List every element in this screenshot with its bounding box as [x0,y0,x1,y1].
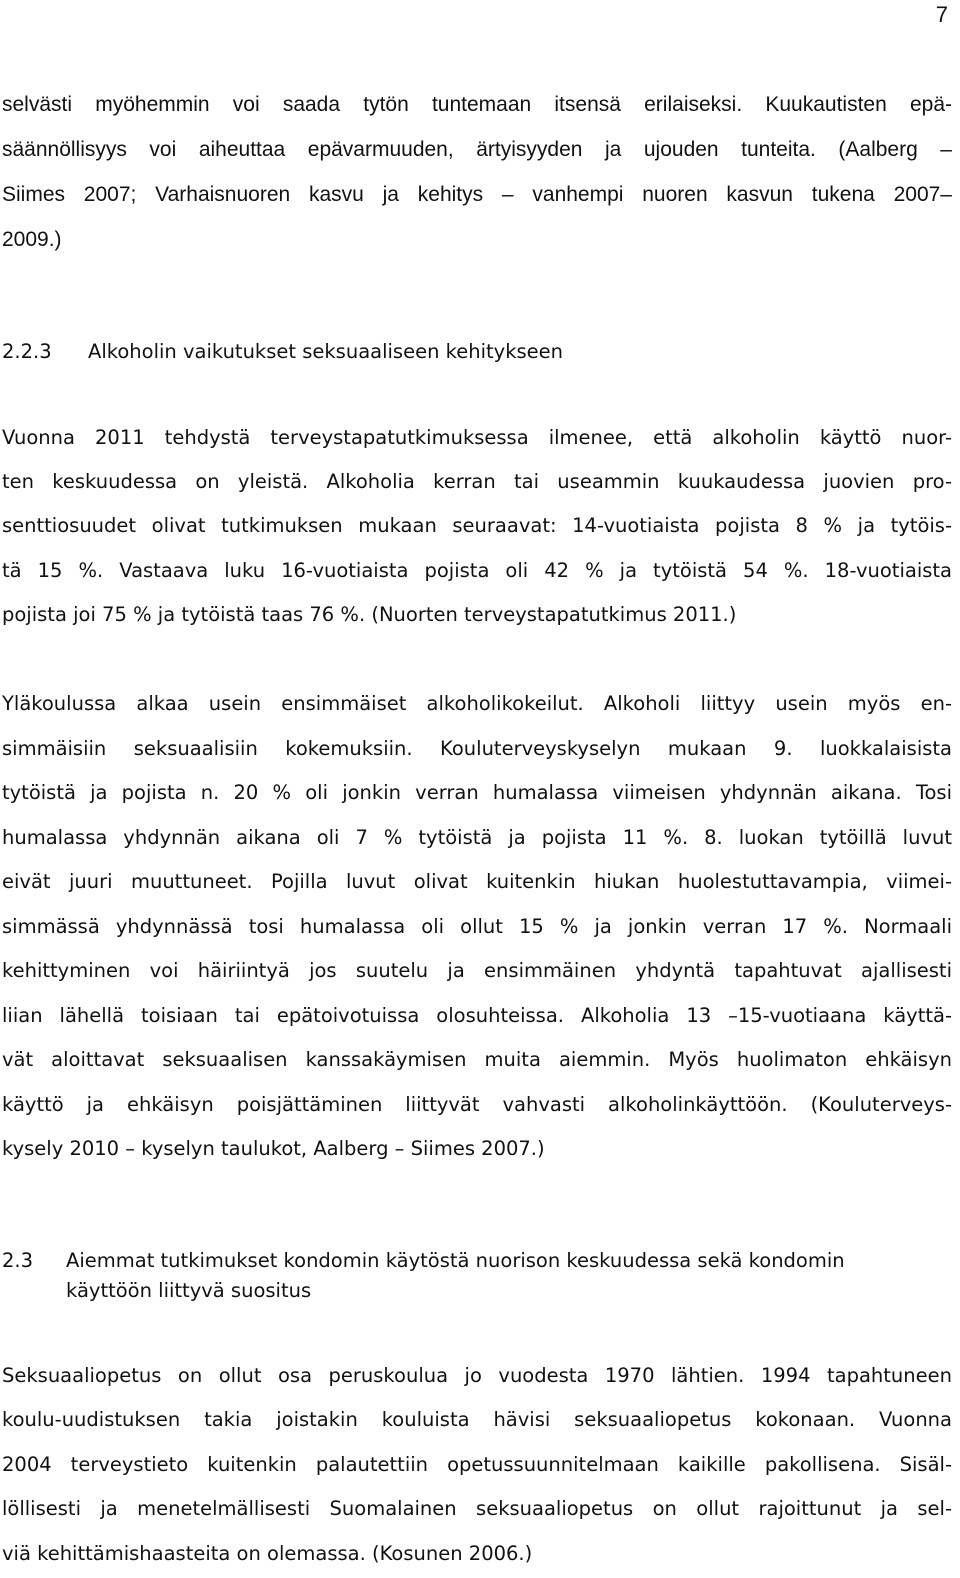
text-line: Vuonna 2011 tehdystä terveystapatutkimuksessa ilmenee, että alkoholin käyttö nuor- [2,426,952,449]
text-line: säännöllisyys voi aiheuttaa epävarmuuden, ärtyisyyden ja ujouden tunteita. (Aalberg – [2,138,952,161]
text-line: simmäisiin seksuaalisiin kokemuksiin. Kouluterveyskyselyn mukaan 9. luokkalaisista [2,737,952,760]
text-line: liian lähellä toisiaan tai epätoivotuissa olosuhteissa. Alkoholia 13 –15-vuotiaana käyttä- [2,1004,952,1027]
text-line: Siimes 2007; Varhaisnuoren kasvu ja kehitys – vanhempi nuoren kasvun tukena 2007– [2,183,952,206]
text-line: eivät juuri muuttuneet. Pojilla luvut olivat kuitenkin hiukan huolestuttavampia, viimei- [2,870,952,893]
text-line: selvästi myöhemmin voi saada tytön tuntemaan itsensä erilaiseksi. Kuukautisten epä- [2,93,952,116]
text-line: Yläkoulussa alkaa usein ensimmäiset alkoholikokeilut. Alkoholi liittyy usein myös en- [2,692,952,715]
text-line: ten keskuudessa on yleistä. Alkoholia kerran tai useammin kuukaudessa juovien pro- [2,470,952,493]
section-title: Alkoholin vaikutukset seksuaaliseen kehitykseen [88,340,563,363]
text-line: löllisesti ja menetelmällisesti Suomalainen seksuaaliopetus on ollut rajoittunut ja sel- [2,1497,952,1520]
text-line: senttiosuudet olivat tutkimuksen mukaan seuraavat: 14-vuotiaista pojista 8 % ja tytöis- [2,514,952,537]
text-line: vät aloittavat seksuaalisen kanssakäymisen muita aiemmin. Myös huolimaton ehkäisyn [2,1048,952,1071]
section-number: 2.3 [2,1249,34,1272]
section-heading-2-2-3 [2,342,563,362]
text-line: kysely 2010 – kyselyn taulukot, Aalberg – Siimes 2007.) [2,1137,545,1160]
text-line: 2009.) [2,228,62,251]
text-line: koulu-uudistuksen takia joistakin kouluista hävisi seksuaaliopetus kokonaan. Vuonna [2,1408,952,1431]
text-line: Seksuaaliopetus on ollut osa peruskoulua jo vuodesta 1970 lähtien. 1994 tapahtuneen [2,1364,952,1387]
text-line: kehittyminen voi häiriintyä jos suutelu ja ensimmäinen yhdyntä tapahtuvat ajallisesti [2,959,952,982]
text-line: käyttö ja ehkäisyn poisjättäminen liittyvät vahvasti alkoholinkäyttöön. (Kouluterveys- [2,1093,952,1116]
section-number: 2.2.3 [2,340,52,363]
section-title-line: Aiemmat tutkimukset kondomin käytöstä nuorison keskuudessa sekä kondomin [66,1249,845,1272]
text-line: tytöistä ja pojista n. 20 % oli jonkin verran humalassa viimeisen yhdynnän aikana. Tosi [2,781,952,804]
text-line: humalassa yhdynnän aikana oli 7 % tytöistä ja pojista 11 %. 8. luokan tytöillä luvut [2,826,952,849]
section-heading-2-3 [2,1251,845,1271]
text-line: pojista joi 75 % ja tytöistä taas 76 %. (Nuorten terveystapatutkimus 2011.) [2,603,737,626]
section-title-line: käyttöön liittyvä suositus [66,1279,312,1302]
text-line: simmässä yhdynnässä tosi humalassa oli ollut 15 % ja jonkin verran 17 %. Normaali [2,915,952,938]
text-line: viä kehittämishaasteita on olemassa. (Kosunen 2006.) [2,1542,533,1565]
text-line: tä 15 %. Vastaava luku 16-vuotiaista pojista oli 42 % ja tytöistä 54 %. 18-vuotiaista [2,559,952,582]
page-number: 7 [935,2,948,27]
text-line: 2004 terveystieto kuitenkin palautettiin opetussuunnitelmaan kaikille pakollisena. Sisäl- [2,1453,952,1476]
